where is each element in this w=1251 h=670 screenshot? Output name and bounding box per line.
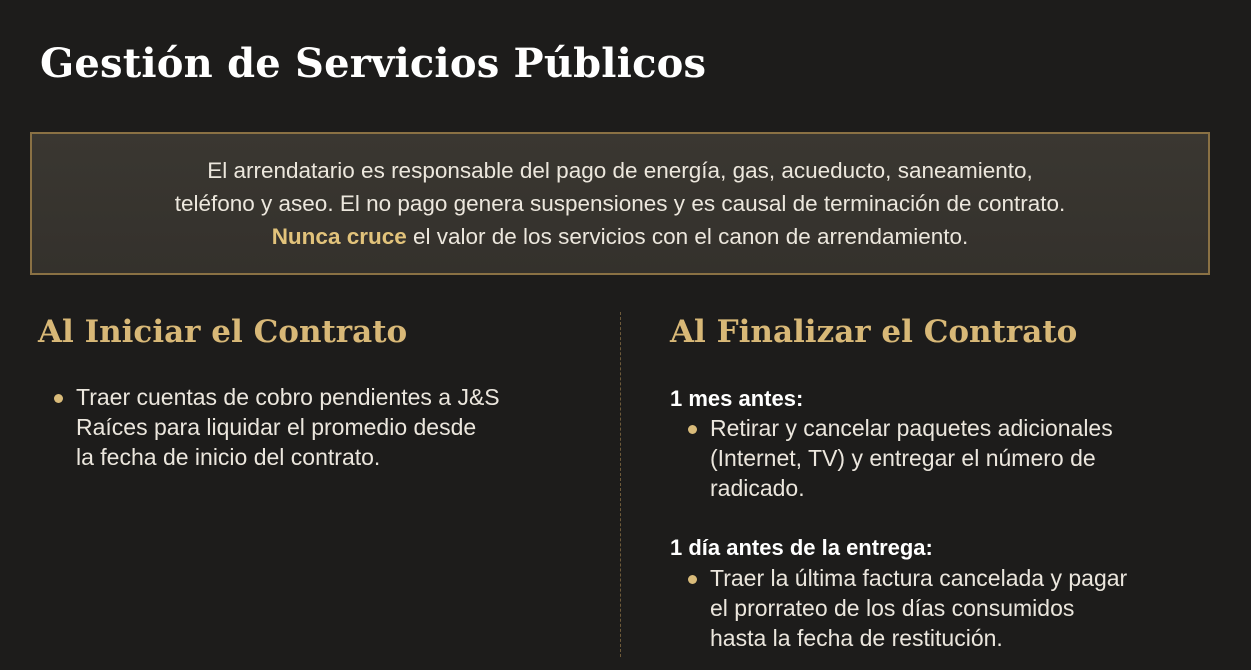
page-title: Gestión de Servicios Públicos (40, 40, 707, 87)
start-section-title: Al Iniciar el Contrato (38, 314, 408, 350)
list-item-line: Traer cuentas de cobro pendientes a J&S (76, 384, 500, 410)
notice-line-3-rest: el valor de los servicios con el canon de arrendamiento. (406, 224, 969, 249)
list-item-line: la fecha de inicio del contrato. (76, 444, 381, 470)
responsibility-notice (30, 132, 1210, 275)
one-month-list (676, 413, 1113, 503)
notice-line-3 (272, 220, 969, 253)
list-item (42, 382, 500, 472)
notice-line-2: teléfono y aseo. El no pago genera suspensiones y es causal de terminación de contrato. (174, 191, 1066, 216)
list-item-line: Traer la última factura cancelada y pagar (710, 565, 1128, 591)
one-day-list (676, 563, 1127, 653)
group-heading-one-day: 1 día antes de la entrega: (670, 535, 933, 560)
list-item-line: hasta la fecha de restitución. (710, 625, 1003, 651)
notice-highlight: Nunca cruce (271, 224, 407, 249)
group-heading-one-month: 1 mes antes: (670, 386, 804, 411)
list-item-line: (Internet, TV) y entregar el número de (710, 445, 1096, 471)
end-section-title: Al Finalizar el Contrato (670, 314, 1078, 350)
list-item-line: Raíces para liquidar el promedio desde (76, 414, 477, 440)
list-item (676, 413, 1113, 503)
bullet-dot-icon (688, 575, 697, 584)
list-item-line: radicado. (710, 475, 805, 501)
notice-line-1: El arrendatario es responsable del pago de energía, gas, acueducto, saneamiento, (207, 158, 1033, 183)
list-item-line: el prorrateo de los días consumidos (710, 595, 1075, 621)
list-item (676, 563, 1127, 653)
list-item-line: Retirar y cancelar paquetes adicionales (710, 415, 1113, 441)
bullet-dot-icon (688, 425, 697, 434)
bullet-dot-icon (54, 394, 63, 403)
column-divider (620, 312, 621, 657)
start-section-list (42, 382, 500, 472)
